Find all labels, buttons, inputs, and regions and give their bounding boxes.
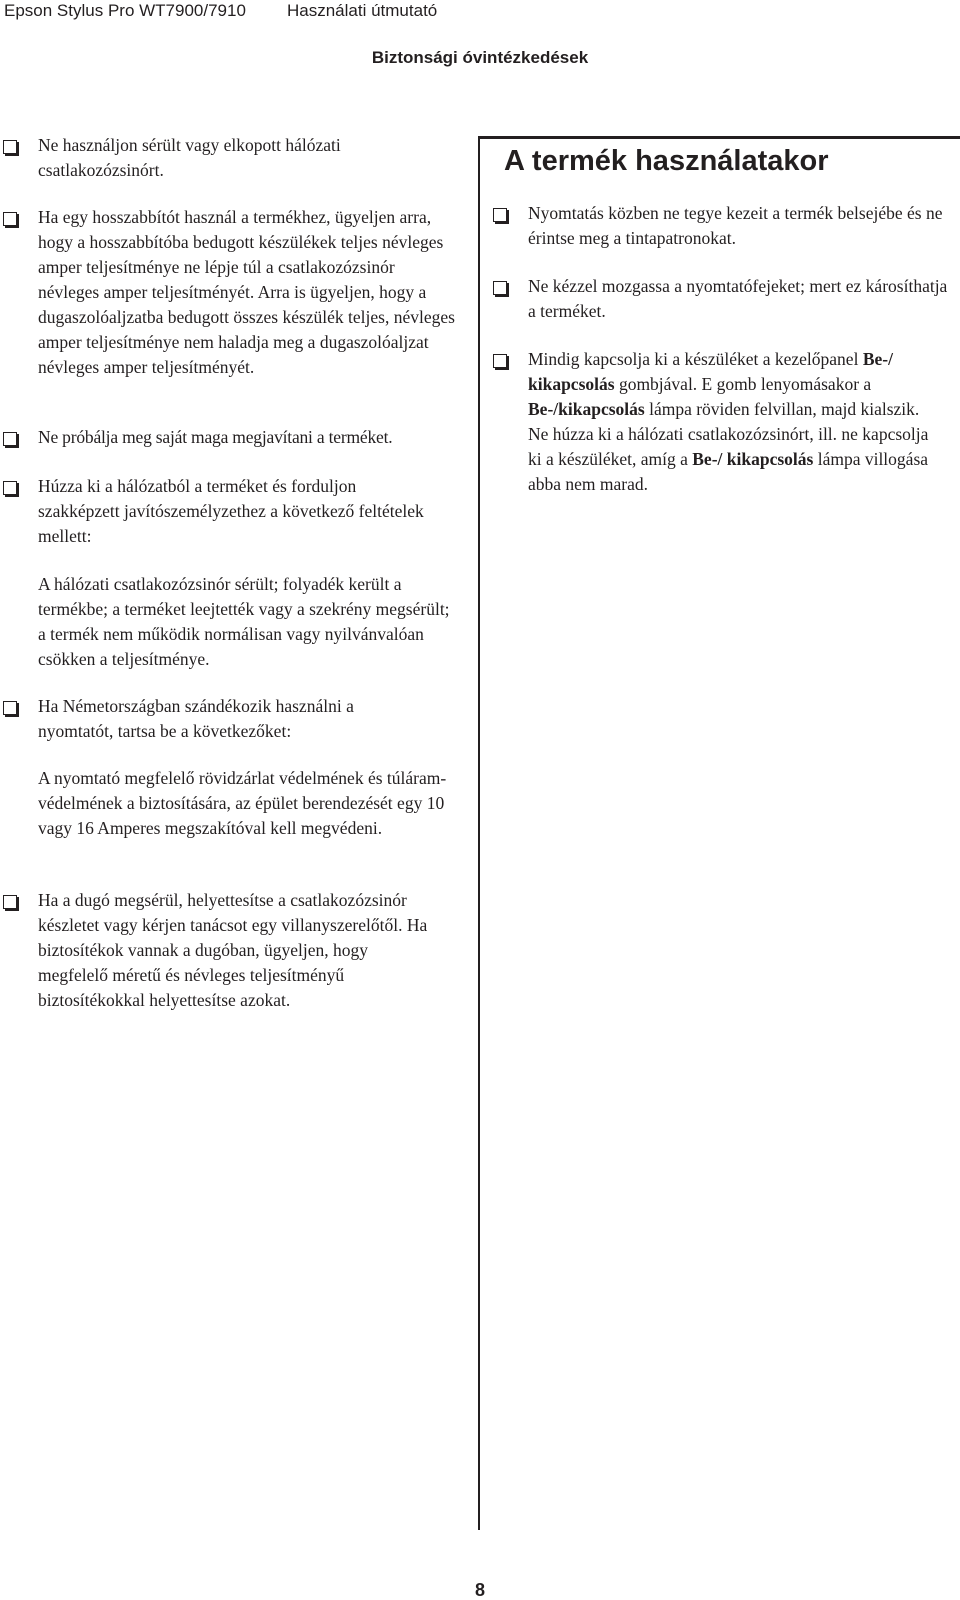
checkbox-bullet-icon	[3, 481, 17, 495]
list-item-text-part: lámpa röviden felvillan, majd kialszik. Ne húzza ki a hálózati csatlakozózsinórt, ill. ne kapcsolja ki a készüléket, amíg a	[528, 399, 929, 469]
list-item-text-part: lámpa villogása abba nem marad.	[528, 449, 929, 494]
list-item-text: Ne használjon sérült vagy elkopott hálózati csatlakozózsinórt.	[38, 135, 341, 180]
checkbox-bullet-icon	[3, 432, 17, 446]
list-item-text-part: gombjával. E gomb lenyomásakor a	[614, 374, 872, 394]
list-item-text	[528, 347, 943, 497]
column-divider	[478, 136, 480, 1530]
list-item-text: Ne próbálja meg saját maga megjavítani a terméket.	[38, 427, 393, 447]
list-item-detail-text: A hálózati csatlakozózsinór sérült; folyadék került a termékbe; a terméket leejtették vagy a szekrény megsérült; a termék nem működik normálisan vagy nyilvánvalóan csökken a teljesítménye.	[38, 574, 450, 669]
section-heading: A termék használatakor	[504, 145, 829, 177]
header-product-name: Epson Stylus Pro WT7900/7910	[4, 1, 246, 20]
lamp-name-power: Be-/kikapcsolás	[528, 399, 645, 419]
list-item	[490, 347, 960, 497]
list-item	[490, 201, 960, 251]
list-item-detail	[38, 766, 458, 866]
heading-rule	[478, 136, 960, 139]
list-item-detail-text: A nyomtató megfelelő rövidzárlat védelmének és túláram-védelmének a biztosítására, az épület berendezését egy 10 vagy 16 Amperes megszakítóval kell megvédeni.	[38, 768, 447, 838]
list-item	[0, 205, 470, 405]
list-item	[0, 888, 470, 1038]
lamp-name-power: Be-/ kikapcsolás	[692, 449, 814, 469]
header-document-title: Használati útmutató	[287, 1, 438, 20]
list-item-text: Ha Németországban szándékozik használni a nyomtatót, tartsa be a következőket:	[38, 696, 354, 741]
list-item-text: Ha egy hosszabbítót használ a termékhez, ügyeljen arra, hogy a hosszabbítóba bedugott készülékek teljes névleges amper teljesítménye ne lépje túl a csatlakozózsinór névleges amper teljesítményét. Arra is ügyeljen, hogy a dugaszolóaljzatba bedugott összes készülék teljes, névleges amper teljesítménye nem haladja meg a dugaszolóaljzat névleges amper teljesítményét.	[38, 207, 455, 377]
checkbox-bullet-icon	[493, 354, 507, 368]
checkbox-bullet-icon	[493, 208, 507, 222]
checkbox-bullet-icon	[493, 281, 507, 295]
button-name-power: Be-/ kikapcsolás	[528, 349, 893, 394]
list-item-detail	[38, 572, 458, 672]
checkbox-bullet-icon	[3, 701, 17, 715]
list-item-text: Ne kézzel mozgassa a nyomtatófejeket; mert ez károsíthatja a terméket.	[528, 276, 948, 321]
page-number: 8	[474, 1580, 485, 1600]
list-item	[0, 425, 470, 450]
checkbox-bullet-icon	[3, 140, 17, 154]
list-item	[0, 694, 470, 744]
checkbox-bullet-icon	[3, 212, 17, 226]
list-item	[0, 474, 470, 549]
list-item-text-part: Mindig kapcsolja ki a készüléket a kezelőpanel	[528, 349, 863, 369]
list-item	[0, 133, 470, 183]
list-item-text: Nyomtatás közben ne tegye kezeit a termék belsejébe és ne érintse meg a tintapatronokat.	[528, 203, 943, 248]
section-title: Biztonsági óvintézkedések	[371, 48, 589, 67]
list-item-text: Húzza ki a hálózatból a terméket és forduljon szakképzett javítószemélyzethez a következő feltételek mellett:	[38, 476, 424, 546]
checkbox-bullet-icon	[3, 895, 17, 909]
list-item-text: Ha a dugó megsérül, helyettesítse a csatlakozózsinór készletet vagy kérjen tanácsot egy villanyszerelőtől. Ha biztosítékok vannak a dugóban, ügyeljen, hogy megfelelő méretű és névleges teljesítményű biztosítékokkal helyettesítse azokat.	[38, 890, 428, 1010]
list-item	[490, 274, 960, 324]
